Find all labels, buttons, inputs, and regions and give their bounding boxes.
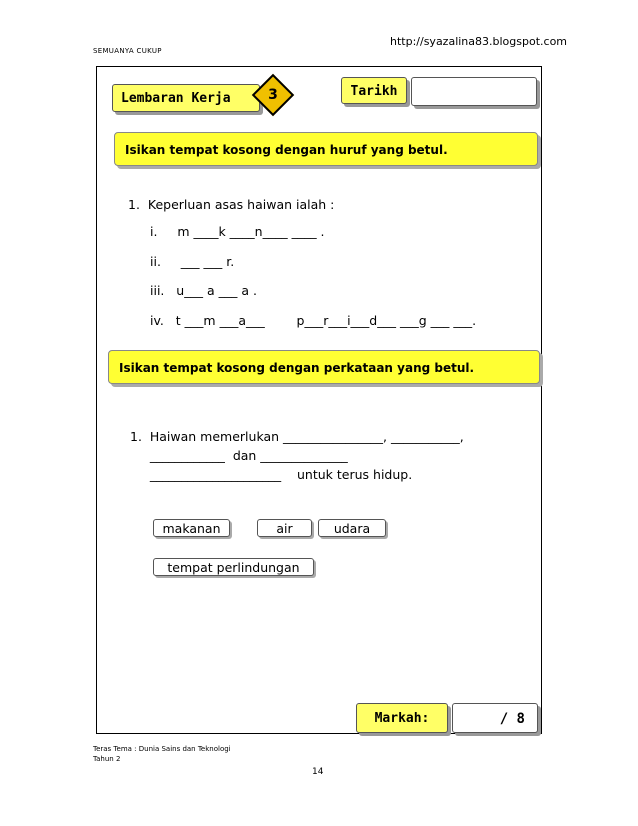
section1-item-3: iii. u___ a ___ a .	[150, 283, 257, 298]
section1-question: 1. Keperluan asas haiwan ialah :	[128, 197, 335, 212]
word-bank-udara[interactable]: udara	[318, 519, 386, 537]
section2-line-1: 1. Haiwan memerlukan ________________, ___________,	[130, 429, 464, 444]
worksheet-number: 3	[268, 87, 278, 103]
section2-instruction: Isikan tempat kosong dengan perkataan yang betul.	[108, 350, 540, 384]
section1-item-1: i. m ____k ____n____ ____ .	[150, 224, 325, 239]
footer-theme: Teras Tema : Dunia Sains dan Teknologi	[93, 745, 231, 753]
word-bank-makanan[interactable]: makanan	[153, 519, 230, 537]
page-number: 14	[312, 767, 324, 777]
marks-label: Markah:	[356, 703, 448, 733]
section2-line-3: _____________________ untuk terus hidup.	[130, 467, 413, 482]
section1-item-4: iv. t ___m ___a___ p___r___i___d___ ___g ___ ___.	[150, 313, 477, 328]
worksheet-title: Lembaran Kerja	[112, 84, 260, 112]
section1-instruction: Isikan tempat kosong dengan huruf yang betul.	[114, 132, 538, 166]
date-label: Tarikh	[341, 77, 407, 104]
section2-line-2: ____________ dan ______________	[130, 448, 348, 463]
word-bank-air[interactable]: air	[257, 519, 312, 537]
footer-year: Tahun 2	[93, 755, 121, 763]
section1-item-2: ii. ___ ___ r.	[150, 254, 235, 269]
worksheet-number-badge	[252, 74, 294, 116]
date-field[interactable]	[411, 77, 537, 106]
word-bank-tempat-perlindungan[interactable]: tempat perlindungan	[153, 558, 314, 576]
header-url: http://syazalina83.blogspot.com	[390, 35, 568, 48]
marks-score: / 8	[452, 703, 538, 733]
header-left-text: SEMUANYA CUKUP	[93, 47, 162, 55]
